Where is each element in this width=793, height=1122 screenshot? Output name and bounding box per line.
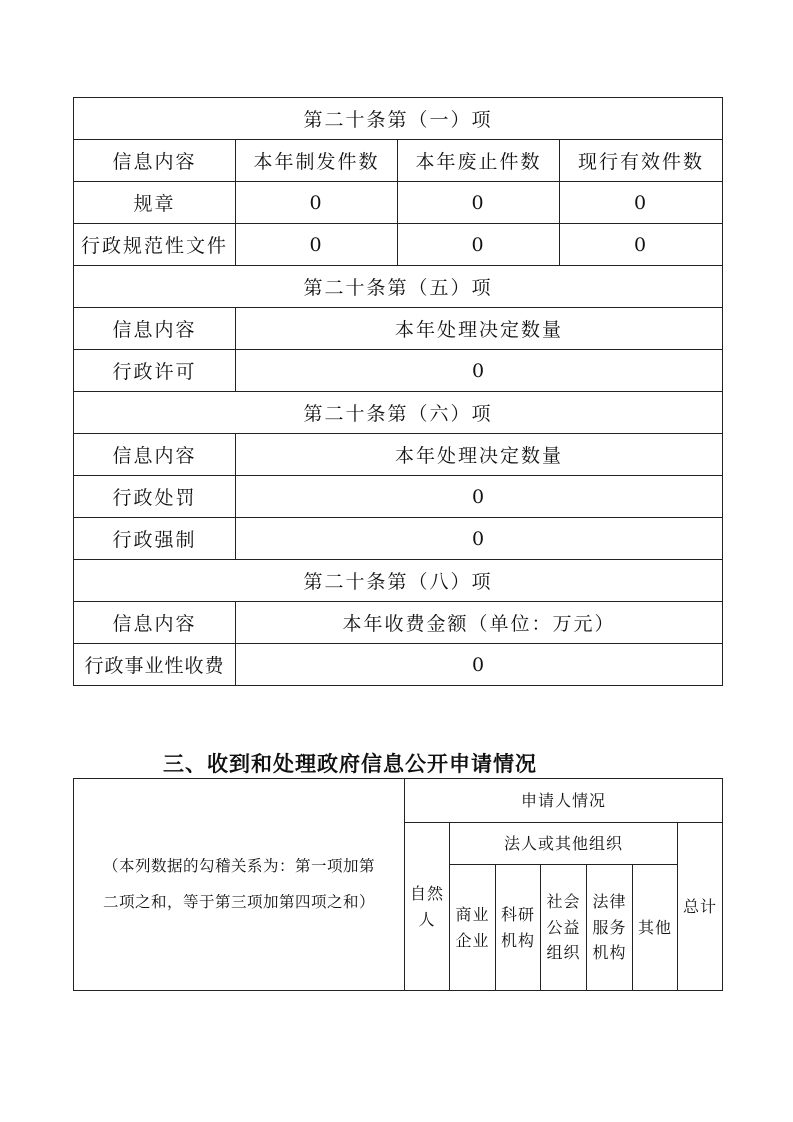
header-cell: 信息内容 <box>74 308 236 350</box>
table-row <box>74 560 723 602</box>
value-cell: 0 <box>398 224 560 266</box>
row-label: 行政处罚 <box>74 476 236 518</box>
value-cell: 0 <box>236 224 398 266</box>
table-row <box>74 140 723 182</box>
header-cell: 本年制发件数 <box>236 140 398 182</box>
header-cell: 本年收费金额（单位：万元） <box>236 602 723 644</box>
col-business-text: 商业企业 <box>455 904 490 950</box>
value-cell: 0 <box>236 350 723 392</box>
col-social-text: 社会公益组织 <box>546 892 581 963</box>
col-research-text: 科研机构 <box>500 904 535 950</box>
note-line: （本列数据的勾稽关系为：第一项加第 <box>102 856 375 875</box>
row-label: 行政许可 <box>74 350 236 392</box>
value-cell: 0 <box>236 476 723 518</box>
value-cell: 0 <box>560 224 723 266</box>
value-cell: 0 <box>236 644 723 686</box>
col-legal <box>587 865 633 991</box>
table-row <box>74 308 723 350</box>
natural-person-header <box>405 823 450 991</box>
disclosure-table <box>73 97 723 686</box>
col-other: 其他 <box>633 865 678 991</box>
table-row <box>74 644 723 686</box>
table-row <box>74 266 723 308</box>
table-row <box>74 602 723 644</box>
row-label: 行政规范性文件 <box>74 224 236 266</box>
table-row <box>74 224 723 266</box>
header-cell: 本年处理决定数量 <box>236 308 723 350</box>
table-row <box>74 434 723 476</box>
section-title-art8: 第二十条第（八）项 <box>74 560 723 602</box>
row-label: 行政强制 <box>74 518 236 560</box>
value-cell: 0 <box>560 182 723 224</box>
table-row <box>74 476 723 518</box>
header-cell: 本年处理决定数量 <box>236 434 723 476</box>
table-row <box>74 98 723 140</box>
col-research <box>496 865 541 991</box>
header-cell: 信息内容 <box>74 602 236 644</box>
table-row <box>74 779 723 823</box>
table-row <box>74 392 723 434</box>
row-label: 规章 <box>74 182 236 224</box>
section-title-art6: 第二十条第（六）项 <box>74 392 723 434</box>
total-header: 总计 <box>678 823 723 991</box>
applicant-header: 申请人情况 <box>405 779 723 823</box>
table-row <box>74 182 723 224</box>
table-row <box>74 518 723 560</box>
header-cell: 信息内容 <box>74 434 236 476</box>
legal-entity-header: 法人或其他组织 <box>450 823 678 865</box>
row-label: 行政事业性收费 <box>74 644 236 686</box>
col-legal-text: 法律服务机构 <box>592 892 627 963</box>
header-cell: 信息内容 <box>74 140 236 182</box>
col-business <box>450 865 496 991</box>
header-cell: 本年废止件数 <box>398 140 560 182</box>
value-cell: 0 <box>236 182 398 224</box>
header-cell: 现行有效件数 <box>560 140 723 182</box>
value-cell: 0 <box>398 182 560 224</box>
natural-person-text: 自然人 <box>409 883 444 929</box>
value-cell: 0 <box>236 518 723 560</box>
note-cell <box>74 779 405 991</box>
application-table <box>73 778 723 991</box>
col-social <box>541 865 587 991</box>
section-title-art1: 第二十条第（一）项 <box>74 98 723 140</box>
section-title-art5: 第二十条第（五）项 <box>74 266 723 308</box>
section-heading: 三、收到和处理政府信息公开申请情况 <box>163 752 537 776</box>
note-line: 二项之和，等于第三项加第四项之和） <box>102 892 375 911</box>
table-row <box>74 350 723 392</box>
